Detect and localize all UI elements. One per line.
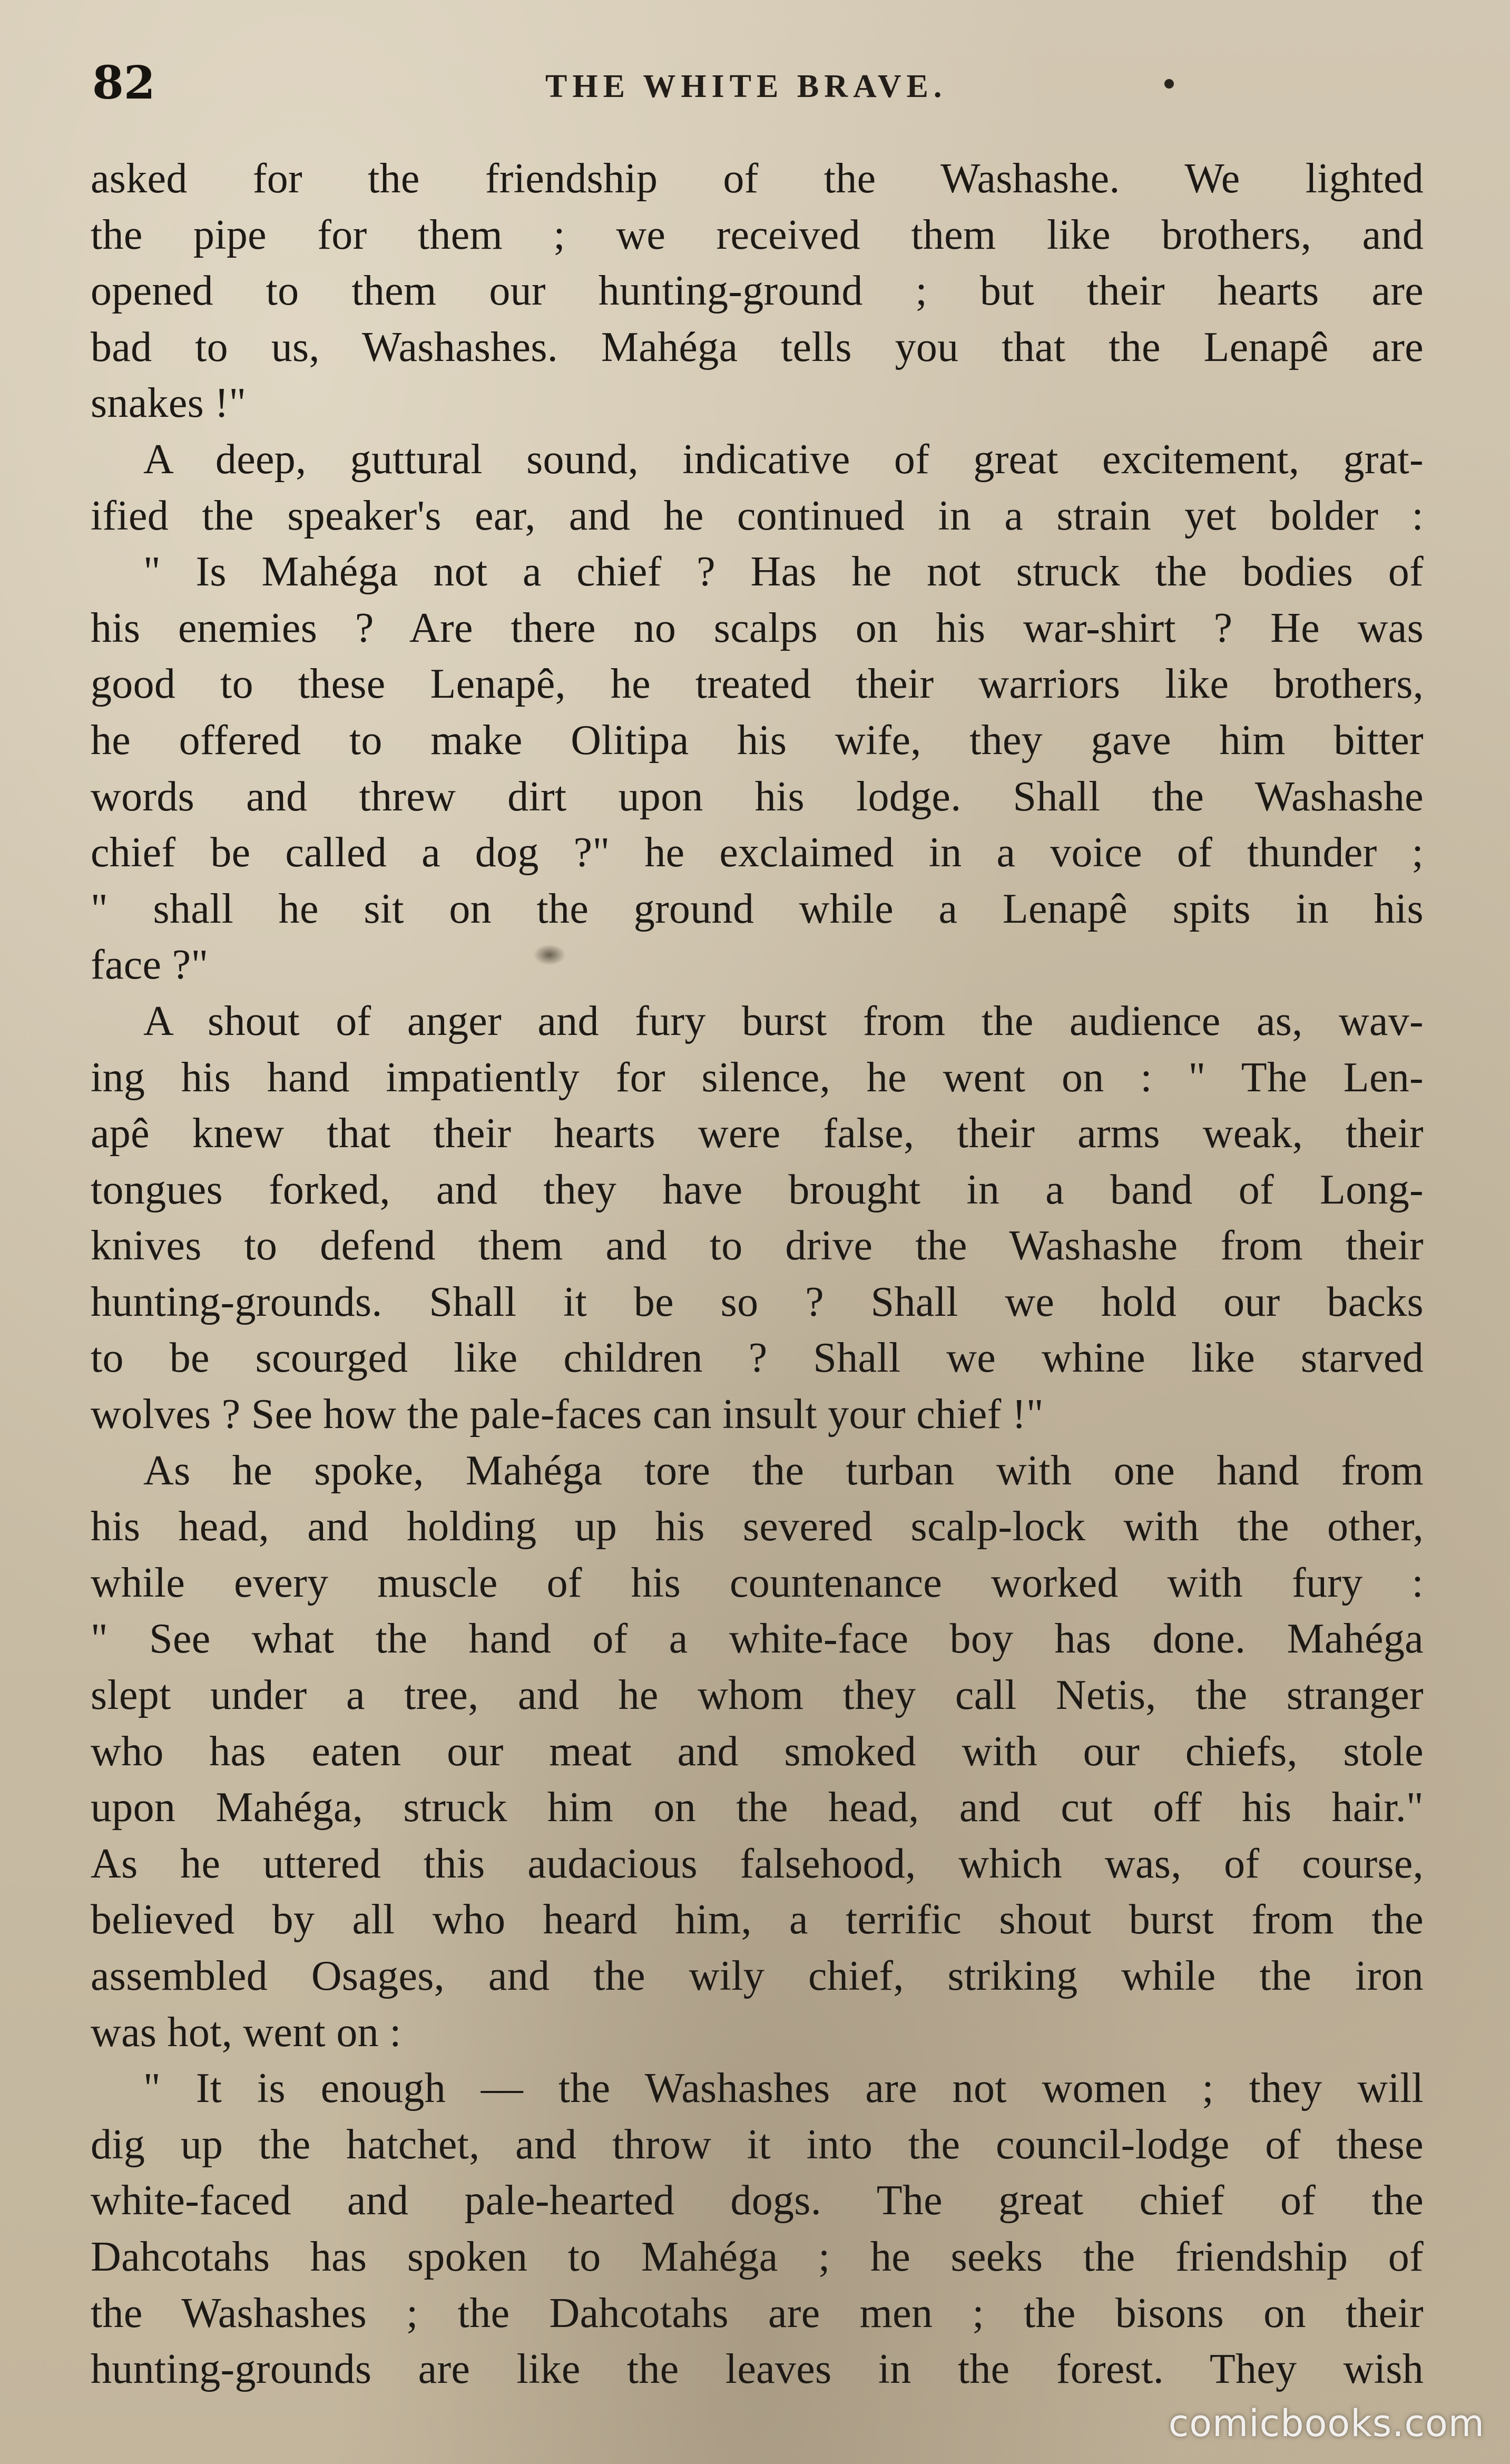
text-line: wolves ? See how the pale-faces can insult your chief !"	[91, 1391, 1044, 1438]
text-line: A shout of anger and fury burst from the audience as, wav-	[143, 998, 1424, 1044]
text-line: the Washashes ; the Dahcotahs are men ; the bisons on their	[91, 2290, 1424, 2336]
text-line: slept under a tree, and he whom they call Netis, the stranger	[91, 1672, 1424, 1719]
text-line: As he uttered this audacious falsehood, which was, of course,	[91, 1840, 1424, 1887]
ornament-dot-icon	[1164, 79, 1174, 89]
text-line: hunting-grounds. Shall it be so ? Shall we hold our backs	[91, 1278, 1424, 1325]
text-line: asked for the friendship of the Washashe. We lighted	[91, 155, 1424, 202]
text-line: white-faced and pale-hearted dogs. The great chief of the	[91, 2177, 1424, 2224]
text-line: upon Mahéga, struck him on the head, and cut off his hair."	[91, 1784, 1424, 1831]
page-number: 82	[92, 56, 155, 110]
text-line: " Is Mahéga not a chief ? Has he not struck the bodies of	[143, 549, 1424, 595]
text-line: " It is enough — the Washashes are not women ; they will	[143, 2065, 1424, 2112]
text-line: his enemies ? Are there no scalps on his war-shirt ? He was	[91, 604, 1424, 651]
ink-blot	[533, 944, 566, 965]
text-line: words and threw dirt upon his lodge. Shall the Washashe	[91, 773, 1424, 820]
text-line: knives to defend them and to drive the Washashe from their	[91, 1223, 1424, 1269]
text-line: opened to them our hunting-ground ; but their hearts are	[91, 268, 1424, 315]
text-line: who has eaten our meat and smoked with our chiefs, stole	[91, 1728, 1424, 1775]
text-line: dig up the hatchet, and throw it into the council-lodge of these	[91, 2121, 1424, 2168]
running-head: THE WHITE BRAVE.	[545, 69, 947, 104]
text-line: " shall he sit on the ground while a Lenapê spits in his	[91, 885, 1424, 932]
text-line: chief be called a dog ?" he exclaimed in a voice of thunder ;	[91, 829, 1424, 876]
text-line: ified the speaker's ear, and he continued in a strain yet bolder :	[91, 492, 1424, 539]
text-line: A deep, guttural sound, indicative of great excitement, grat-	[143, 436, 1424, 483]
text-line: while every muscle of his countenance worked with fury :	[91, 1559, 1424, 1606]
text-line: ing his hand impatiently for silence, he went on : " The Len-	[91, 1054, 1424, 1101]
text-line: " See what the hand of a white-face boy has done. Mahéga	[91, 1616, 1424, 1663]
text-line: hunting-grounds are like the leaves in the forest. They wish	[91, 2346, 1424, 2393]
text-line: was hot, went on :	[91, 2009, 401, 2056]
page-header	[92, 46, 1420, 120]
text-line: good to these Lenapê, he treated their warriors like brothers,	[91, 661, 1424, 708]
text-line: face ?"	[91, 942, 209, 989]
text-line: bad to us, Washashes. Mahéga tells you that the Lenapê are	[91, 324, 1424, 370]
text-line: As he spoke, Mahéga tore the turban with one hand from	[143, 1447, 1424, 1494]
text-line: tongues forked, and they have brought in a band of Long-	[91, 1166, 1424, 1213]
text-line: believed by all who heard him, a terrific shout burst from the	[91, 1896, 1424, 1943]
text-line: assembled Osages, and the wily chief, striking while the iron	[91, 1953, 1424, 1999]
text-line: his head, and holding up his severed scalp-lock with the other,	[91, 1503, 1424, 1550]
text-line: to be scourged like children ? Shall we whine like starved	[91, 1335, 1424, 1382]
text-line: Dahcotahs has spoken to Mahéga ; he seeks the friendship of	[91, 2233, 1424, 2280]
text-line: the pipe for them ; we received them like brothers, and	[91, 211, 1424, 258]
text-line: he offered to make Olitipa his wife, they gave him bitter	[91, 717, 1424, 764]
text-line: apê knew that their hearts were false, their arms weak, their	[91, 1110, 1424, 1157]
body-text	[91, 151, 1424, 2398]
text-line: snakes !"	[91, 380, 247, 427]
watermark: comicbooks.com	[1168, 2402, 1485, 2445]
